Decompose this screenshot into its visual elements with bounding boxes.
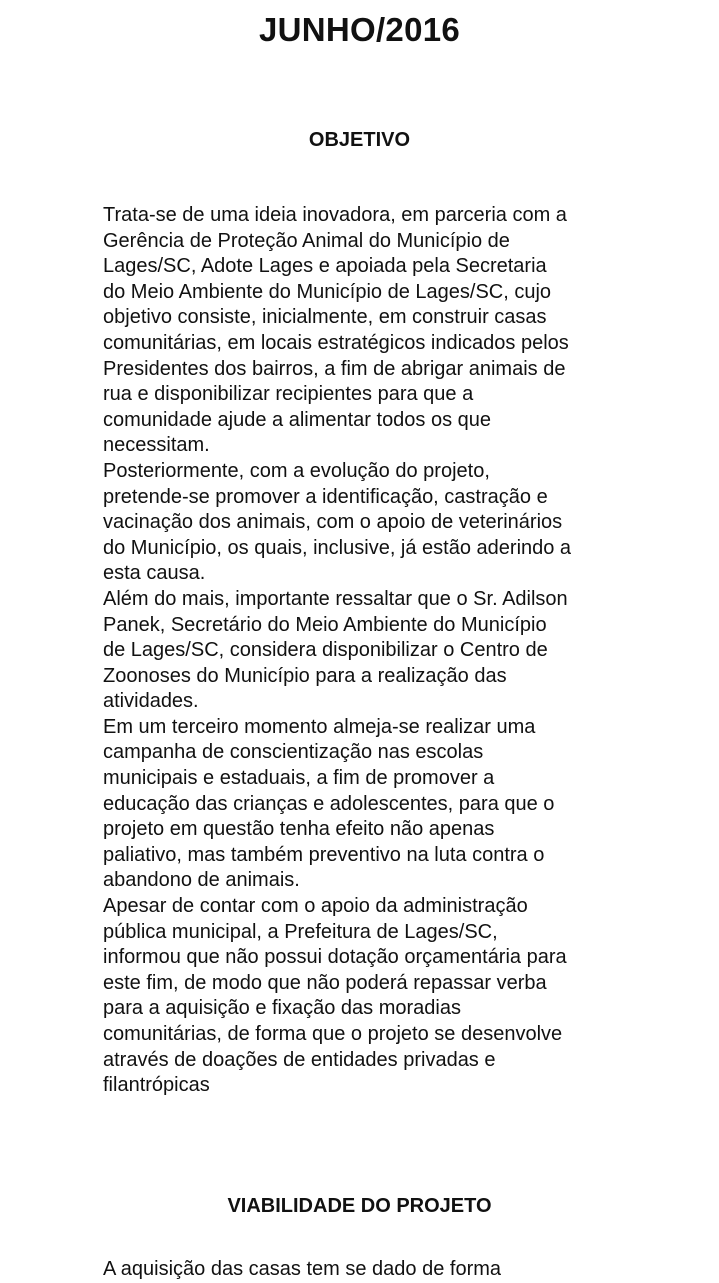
objetivo-body-text: Trata-se de uma ideia inovadora, em parceria com a Gerência de Proteção Animal do Município de Lages/SC, Adote Lages e apoiada pela Secretaria do Meio Ambiente do Município de Lages/SC, cujo objetivo consiste, inicialmente, em construir casas comunitárias, em locais estratégicos indicados pelos Presidentes dos bairros, a fim de abrigar animais de rua e disponibilizar recipientes para que a comunidade ajude a alimentar todos os que necessitam. Posteriormente, com a evolução do projeto, pretende-se promover a identificação, castração e vacinação dos animais, com o apoio de veterinários do Município, os quais, inclusive, já estão aderindo a esta causa. Além do mais, importante ressaltar que o Sr. Adilson Panek, Secretário do Meio Ambiente do Município de Lages/SC, considera disponibilizar o Centro de Zoonoses do Município para a realização das atividades. Em um terceiro momento almeja-se realizar uma campanha de conscientização nas escolas municipais e estaduais, a fim de promover a educação das crianças e adolescentes, para que o projeto em questão tenha efeito não apenas paliativo, mas também preventivo na luta contra o abandono de animais. Apesar de contar com o apoio da administração pública municipal, a Prefeitura de Lages/SC, informou que não possui dotação orçamentária para este fim, de modo que não poderá repassar verba para a aquisição e fixação das moradias comunitárias, de forma que o projeto se desenvolve através de doações de entidades privadas e filantrópicas	[103, 204, 572, 1097]
viabilidade-heading: VIABILIDADE DO PROJETO	[227, 1195, 492, 1217]
viabilidade-body-text: A aquisição das casas tem se dado de forma	[103, 1258, 502, 1280]
objetivo-heading: OBJETIVO	[308, 129, 411, 151]
page-title: JUNHO/2016	[258, 11, 461, 48]
